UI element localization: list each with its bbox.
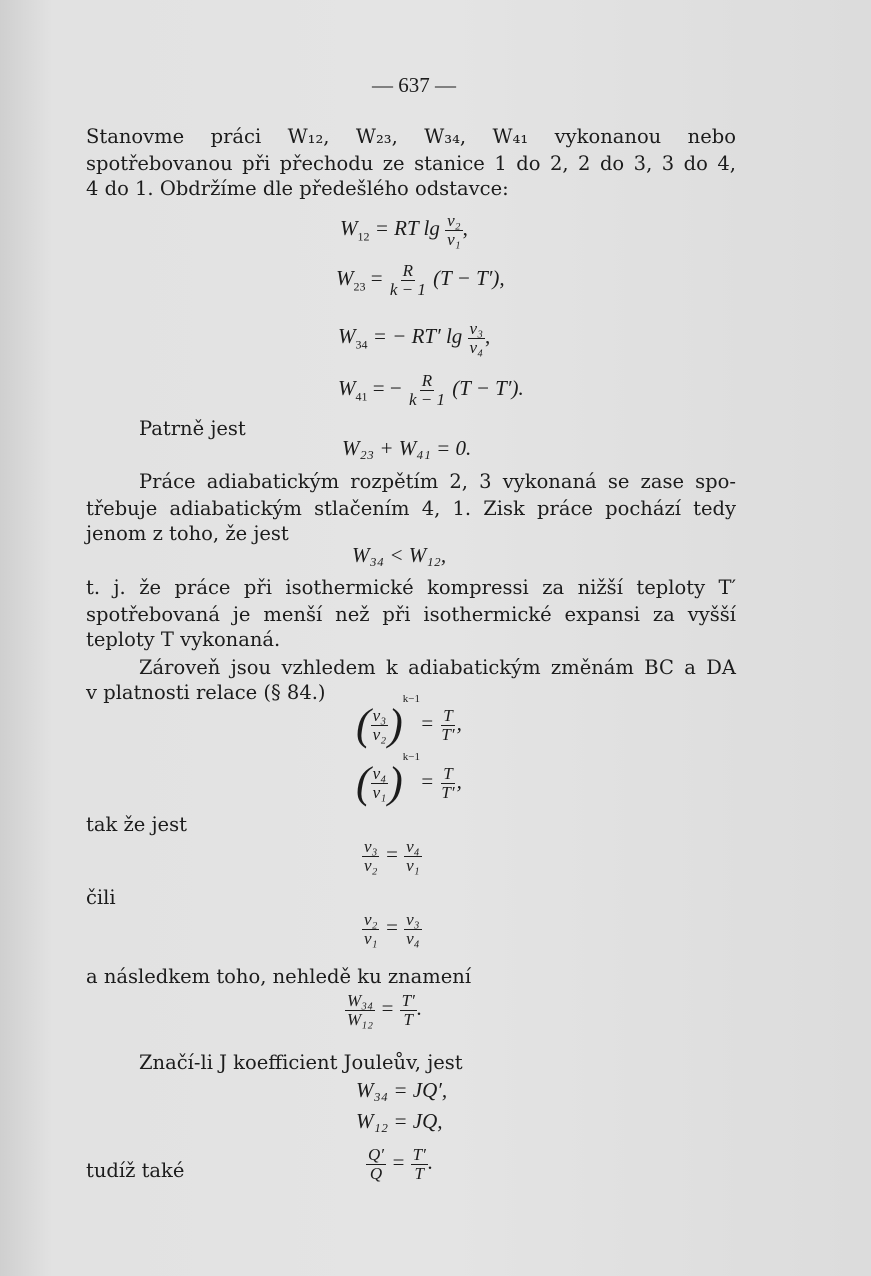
eq10-d1: v₁ xyxy=(364,928,378,948)
eq9-n2: v₄ xyxy=(406,837,420,856)
eq1-lhs: W xyxy=(340,216,358,241)
ratio-equality-1: $\frac{\text{v₃}}{\text{v₂}}$ = $\frac{\text{v₄}}{\text{v₁}}$ xyxy=(364,837,420,875)
patrne-jest: Patrně jest xyxy=(139,417,246,440)
eq4-den: k − 1 xyxy=(408,389,445,409)
eq3-end: , xyxy=(485,324,491,349)
para2-line-1: Práce adiabatickým rozpětím 2, 3 vykonaná se zase spo- xyxy=(139,470,736,493)
para3-line-2: spotřebovaná je menší než při isothermické expansi za vyšší xyxy=(86,603,736,626)
eq7-rnum: T xyxy=(443,705,453,725)
eq10-n1: v₂ xyxy=(364,910,378,929)
eq8-end: , xyxy=(456,769,462,793)
eq14-d2: T xyxy=(414,1163,424,1183)
relation-adiabatic-1: ( $\frac{\text{v₃}}{\text{v₂}}$ )$^{k-1}$= $\frac{T}{T'}$ , xyxy=(356,693,462,750)
eq8-den: v₁ xyxy=(372,782,387,802)
equation-w34-jq: W₃₄ = JQ′, xyxy=(356,1078,448,1102)
eq2-end: (T − T′), xyxy=(433,266,505,291)
para2-line-2: třebuje adiabatickým stlačením 4, 1. Zisk práce pochází tedy xyxy=(86,497,736,520)
eq9-d1: v₂ xyxy=(364,855,378,875)
tak-ze-jest: tak že jest xyxy=(86,813,187,836)
eq7-end: , xyxy=(456,711,462,735)
eq2-den: k − 1 xyxy=(389,279,426,299)
page-number: — 637 — xyxy=(372,73,456,97)
cili: čili xyxy=(86,886,116,909)
eq7-rhs xyxy=(439,707,456,744)
eq11-n2: T′ xyxy=(401,991,415,1010)
equation-w41 xyxy=(338,372,524,409)
equation-sum-zero: W₂₃ + W₄₁ = 0. xyxy=(342,436,472,460)
eq3-lhs: W xyxy=(338,324,356,349)
para4-line-1: Zároveň jsou vzhledem k adiabatickým změnám BC a DA xyxy=(139,656,736,679)
eq4-eq: = − xyxy=(372,376,402,401)
eq14-n1: Q′ xyxy=(368,1145,384,1164)
intro-line-1: Stanovme práci W₁₂, W₂₃, W₃₄, W₄₁ vykonanou nebo xyxy=(86,125,736,148)
eq1-lhs-sub: 12 xyxy=(357,229,370,244)
eq4-lhs-sub: 41 xyxy=(355,389,368,404)
eq14-n2: T′ xyxy=(412,1145,426,1164)
eq3-fraction xyxy=(468,320,485,357)
heat-ratio-equation: $\frac{Q'}{Q}$ = $\frac{T'}{T}$ . xyxy=(368,1145,434,1183)
eq4-end: (T − T′). xyxy=(452,376,524,401)
para4-line-2: v platnosti relace (§ 84.) xyxy=(86,681,326,704)
eq4-fraction xyxy=(407,372,447,409)
eq3-eq: = − RT′ lg xyxy=(372,324,463,349)
eq3-num: v₃ xyxy=(469,319,483,338)
eq11-d2: T xyxy=(403,1009,413,1029)
tudiz-take: tudíž také xyxy=(86,1159,185,1182)
eq2-lhs: W xyxy=(336,266,354,291)
eq1-eq: = RT lg xyxy=(374,216,440,241)
eq14-d1: Q xyxy=(369,1163,383,1183)
eq1-end: , xyxy=(462,216,468,241)
eq2-lhs-sub: 23 xyxy=(353,279,366,294)
eq4-lhs: W xyxy=(338,376,356,401)
eq2-fraction xyxy=(388,262,428,299)
eq3-den: v₄ xyxy=(469,337,483,357)
eq1-den: v₁ xyxy=(447,229,461,249)
eq10-n2: v₃ xyxy=(406,910,420,929)
eq7-rden: T′ xyxy=(441,724,455,744)
eq4-num: R xyxy=(421,371,433,390)
intro-line-2: spotřebovanou při přechodu ze stanice 1 do 2, 2 do 3, 3 do 4, xyxy=(86,152,736,175)
eq3-lhs-sub: 34 xyxy=(355,337,368,352)
equation-inequality: W₃₄ < W₁₂, xyxy=(352,543,447,567)
eq8-num: v₄ xyxy=(372,763,387,783)
eq7-den: v₂ xyxy=(372,724,387,744)
eq7-fraction xyxy=(371,707,388,744)
eq11-d1: W₁₂ xyxy=(347,1009,373,1029)
eq8-fraction xyxy=(371,765,388,802)
nasledkem-line: a následkem toho, nehledě ku znamení xyxy=(86,965,472,988)
eq2-eq: = xyxy=(370,266,383,291)
intro-line-3: 4 do 1. Obdržíme dle předešlého odstavce: xyxy=(86,177,509,200)
eq1-fraction xyxy=(445,212,462,249)
para2-line-3: jenom z toho, že jest xyxy=(86,522,289,545)
ratio-equality-2: $\frac{\text{v₂}}{\text{v₁}}$ = $\frac{\text{v₃}}{\text{v₄}}$ xyxy=(364,910,420,948)
eq8-exp: k−1 xyxy=(402,751,420,763)
eq11-end: . xyxy=(416,996,423,1021)
relation-adiabatic-2: ( $\frac{\text{v₄}}{\text{v₁}}$ )$^{k-1}$= $\frac{T}{T'}$ , xyxy=(356,751,462,808)
eq14-end: . xyxy=(427,1150,434,1175)
eq7-exp: k−1 xyxy=(402,693,420,705)
equation-w12 xyxy=(340,212,468,249)
para3-line-1: t. j. že práce při isothermické kompressi za nižší teploty T′ xyxy=(86,576,736,599)
equation-w34 xyxy=(338,320,490,357)
eq11-n1: W₃₄ xyxy=(347,991,373,1010)
eq10-d2: v₄ xyxy=(406,928,420,948)
eq8-rhs xyxy=(439,765,456,802)
para3-line-3: teploty T vykonaná. xyxy=(86,628,281,651)
eq7-num: v₃ xyxy=(372,705,387,725)
znaci-li-line: Značí-li J koefficient Jouleův, jest xyxy=(139,1051,463,1074)
eq9-d2: v₁ xyxy=(406,855,420,875)
eq2-num: R xyxy=(402,261,414,280)
equation-w12-jq: W₁₂ = JQ, xyxy=(356,1109,443,1133)
eq8-rden: T′ xyxy=(441,782,455,802)
equation-w23 xyxy=(336,262,505,299)
work-ratio-equation: $\frac{\text{W₃₄}}{\text{W₁₂}}$ = $\frac{T'}{T}$ . xyxy=(347,991,423,1029)
eq9-n1: v₃ xyxy=(364,837,378,856)
eq1-num: v₂ xyxy=(447,211,461,230)
eq8-rnum: T xyxy=(443,763,453,783)
